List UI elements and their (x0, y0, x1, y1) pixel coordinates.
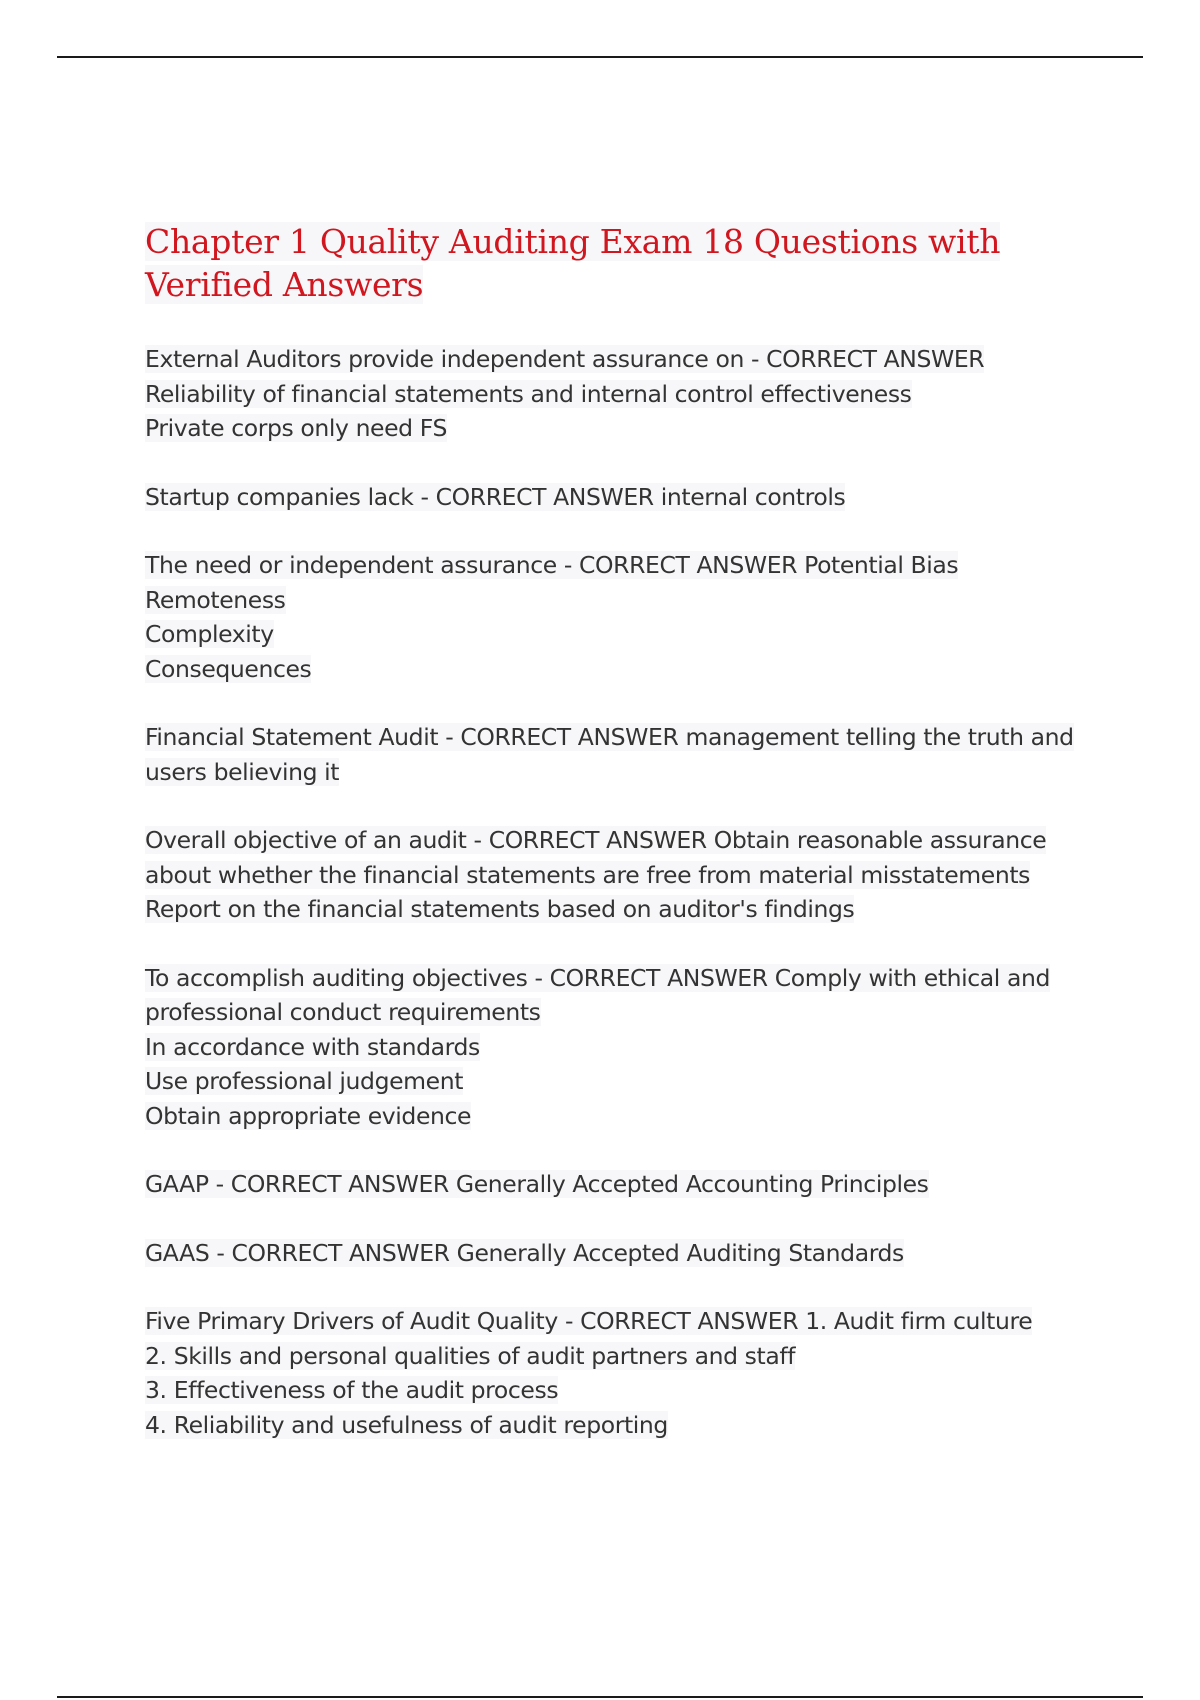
qa-line-text: 3. Effectiveness of the audit process (145, 1376, 559, 1404)
qa-line (145, 652, 1085, 687)
header-rule (57, 56, 1143, 58)
qa-line (145, 755, 1085, 790)
qa-line (145, 1304, 1085, 1339)
qa-line (145, 617, 1085, 652)
qa-line (145, 858, 1085, 893)
qa-item (145, 1304, 1085, 1442)
qa-line-text: Use professional judgement (145, 1067, 464, 1095)
qa-line (145, 411, 1085, 446)
document-body (145, 220, 1085, 1476)
qa-line-text: Private corps only need FS (145, 414, 447, 442)
qa-line (145, 1064, 1085, 1099)
qa-item (145, 1167, 1085, 1202)
qa-line-text: External Auditors provide independent assurance on - CORRECT ANSWER (145, 345, 985, 373)
qa-line-text: Financial Statement Audit - CORRECT ANSWER management telling the truth and (145, 723, 1074, 751)
qa-list (145, 342, 1085, 1442)
qa-line (145, 892, 1085, 927)
qa-line-text: professional conduct requirements (145, 998, 541, 1026)
qa-line-text: 2. Skills and personal qualities of audit partners and staff (145, 1341, 796, 1370)
qa-line (145, 548, 1085, 583)
qa-line (145, 1167, 1085, 1202)
qa-line (145, 961, 1085, 996)
qa-line-text: The need or independent assurance - CORRECT ANSWER Potential Bias (145, 551, 959, 579)
qa-line (145, 995, 1085, 1030)
qa-line-text: Report on the financial statements based on auditor's findings (145, 895, 855, 923)
qa-item (145, 720, 1085, 789)
document-title: Chapter 1 Quality Auditing Exam 18 Questions with Verified Answers (145, 222, 1001, 304)
qa-line-text: GAAP - CORRECT ANSWER Generally Accepted Accounting Principles (145, 1170, 929, 1198)
qa-line (145, 823, 1085, 858)
qa-line (145, 1339, 1085, 1374)
qa-line-text: Remoteness (145, 585, 286, 614)
qa-item (145, 961, 1085, 1134)
qa-item (145, 823, 1085, 927)
footer-rule (57, 1696, 1143, 1698)
qa-line (145, 480, 1085, 515)
qa-line-text: Overall objective of an audit - CORRECT ANSWER Obtain reasonable assurance (145, 826, 1047, 854)
qa-line-text: To accomplish auditing objectives - CORRECT ANSWER Comply with ethical and (145, 963, 1050, 992)
qa-line-text: Obtain appropriate evidence (145, 1101, 472, 1130)
qa-line (145, 583, 1085, 618)
qa-line-text: 4. Reliability and usefulness of audit reporting (145, 1410, 668, 1439)
qa-line-text: GAAS - CORRECT ANSWER Generally Accepted Auditing Standards (145, 1238, 904, 1267)
qa-line-text: In accordance with standards (145, 1032, 480, 1061)
qa-line-text: Five Primary Drivers of Audit Quality - CORRECT ANSWER 1. Audit firm culture (145, 1307, 1033, 1335)
qa-item (145, 548, 1085, 686)
qa-line (145, 1099, 1085, 1134)
qa-line (145, 1030, 1085, 1065)
qa-line (145, 1408, 1085, 1443)
qa-item (145, 480, 1085, 515)
qa-line-text: about whether the financial statements are free from material misstatements (145, 860, 1031, 889)
qa-line (145, 342, 1085, 377)
qa-line (145, 377, 1085, 412)
qa-item (145, 342, 1085, 446)
qa-line-text: Complexity (145, 620, 274, 648)
qa-line-text: Reliability of financial statements and internal control effectiveness (145, 379, 912, 408)
qa-line (145, 720, 1085, 755)
qa-line-text: Startup companies lack - CORRECT ANSWER internal controls (145, 482, 846, 511)
qa-line-text: Consequences (145, 654, 312, 683)
qa-line (145, 1373, 1085, 1408)
qa-item (145, 1236, 1085, 1271)
qa-line-text: users believing it (145, 757, 340, 786)
qa-line (145, 1236, 1085, 1271)
